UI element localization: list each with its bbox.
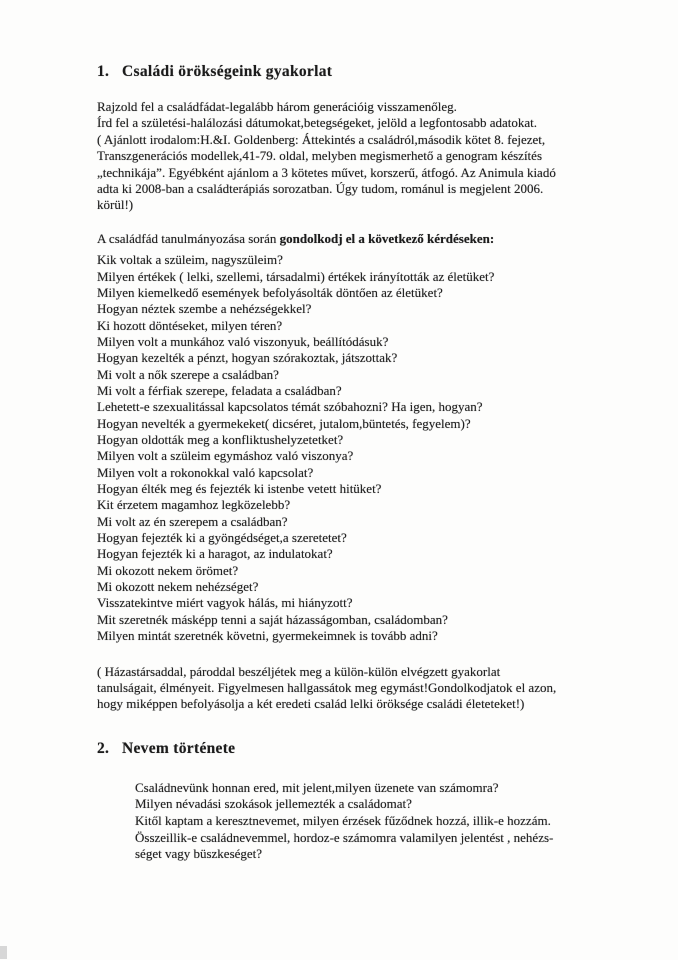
question-line: Hogyan néztek szembe a nehézségekkel? xyxy=(97,301,312,317)
closing-line: ( Házastársaddal, pároddal beszéljétek meg a külön-külön elvégzett gyakorlat xyxy=(97,663,501,679)
question-line: Mi okozott nekem örömet? xyxy=(97,562,239,578)
section1-intro-paragraph xyxy=(97,99,637,214)
section1-closing-note xyxy=(97,664,637,713)
section2-title: Nevem története xyxy=(122,739,236,757)
question-line: Hogyan nevelték a gyermekeket( dicséret, jutalom,büntetés, fegyelem)? xyxy=(97,415,471,431)
intro-line: Írd fel a születési-halálozási dátumokat,betegségeket, jelöld a legfontosabb adatokat. xyxy=(97,115,538,131)
section1-number: 1. xyxy=(97,63,110,80)
question-line: Milyen mintát szeretnék követni, gyermekeimnek is tovább adni? xyxy=(97,628,438,644)
document-content xyxy=(97,62,637,863)
section1-heading xyxy=(97,62,637,81)
intro-line: Rajzold fel a családfádat-legalább három generációig visszamenőleg. xyxy=(97,99,457,114)
section2-number: 2. xyxy=(97,739,110,757)
question-line: Kit érzetem magamhoz legközelebb? xyxy=(97,497,291,513)
closing-line: tanulságait, élményeit. Figyelmesen hallgassátok meg egymást!Gondolkodjatok el azon, xyxy=(97,679,557,695)
question-line: séget vagy büszkeséget? xyxy=(135,846,263,862)
question-line: Milyen volt a szüleim egymáshoz való viszonya? xyxy=(97,448,354,464)
question-line: Kitől kaptam a keresztnevemet, milyen érzések fűződnek hozzá, illik-e hozzám. xyxy=(135,812,551,828)
question-line: Ki hozott döntéseket, milyen téren? xyxy=(97,317,283,333)
question-line: Visszatekintve miért vagyok hálás, mi hiányzott? xyxy=(97,595,353,611)
question-line: Mi volt az én szerepem a családban? xyxy=(97,513,288,529)
question-line: Kik voltak a szüleim, nagyszüleim? xyxy=(97,252,283,268)
question-line: Mit szeretnék másképp tenni a saját házasságomban, családomban? xyxy=(97,611,448,627)
section1-question-list xyxy=(97,252,637,644)
question-line: Milyen kiemelkedő események befolyásolták döntően az életüket? xyxy=(97,284,443,300)
question-line: Milyen értékek ( lelki, szellemi, társadalmi) értékek irányították az életüket? xyxy=(97,268,495,284)
section2-heading xyxy=(97,739,637,759)
scan-artifact xyxy=(0,946,7,959)
question-line: Hogyan oldották meg a konfliktushelyzetetket? xyxy=(97,432,344,448)
prompt-bold-text: gondolkodj el a következő kérdéseken: xyxy=(279,230,495,246)
question-line: Milyen névadási szokások jellemezték a családomat? xyxy=(135,796,412,812)
intro-line: Transzgenerációs modellek,41-79. oldal, melyben megismerhető a genogram készítés xyxy=(97,148,543,164)
question-line: Mi volt a férfiak szerepe, feladata a családban? xyxy=(97,383,342,398)
prompt-normal-text: A családfád tanulmányozása során xyxy=(97,230,280,246)
question-line: Hogyan kezelték a pénzt, hogyan szórakoztak, játszottak? xyxy=(97,350,398,366)
question-line: Lehetett-e szexualitással kapcsolatos témát szóbahozni? Ha igen, hogyan? xyxy=(97,399,483,415)
question-line: Milyen volt a munkához való viszonyuk, beállítódásuk? xyxy=(97,333,389,349)
question-line: Hogyan fejezték ki a gyöngédséget,a szeretetet? xyxy=(97,530,347,546)
question-line: Hogyan élték meg és fejezték ki istenbe vetett hitüket? xyxy=(97,481,382,497)
question-line: Családnevünk honnan ered, mit jelent,milyen üzenete van számomra? xyxy=(135,779,499,795)
question-line: Összeillik-e családnevemmel, hordoz-e számomra valamilyen jelentést , nehézs- xyxy=(135,829,554,845)
question-line: Mi okozott nekem nehézséget? xyxy=(97,579,259,595)
intro-line: adta ki 2008-ban a családterápiás sorozatban. Úgy tudom, románul is megjelent 2006. xyxy=(97,181,544,197)
question-line: Mi volt a nők szerepe a családban? xyxy=(97,366,279,382)
intro-line: körül!) xyxy=(97,197,134,213)
intro-line: „technikája”. Egyébként ajánlom a 3 kötetes művet, korszerű, átfogó. Az Animula kiadó xyxy=(97,164,556,180)
section1-prompt xyxy=(97,231,637,247)
question-line: Milyen volt a rokonokkal való kapcsolat? xyxy=(97,464,314,480)
intro-line: ( Ajánlott irodalom:H.&I. Goldenberg: Áttekintés a családról,második kötet 8. fejezet, xyxy=(97,131,546,147)
section1-title: Családi örökségeink gyakorlat xyxy=(122,63,333,80)
closing-line: hogy miképpen befolyásolja a két eredeti család lelki öröksége családi életeteket!) xyxy=(97,696,525,712)
section2-question-list xyxy=(135,780,637,863)
question-line: Hogyan fejezték ki a haragot, az indulatokat? xyxy=(97,546,333,562)
